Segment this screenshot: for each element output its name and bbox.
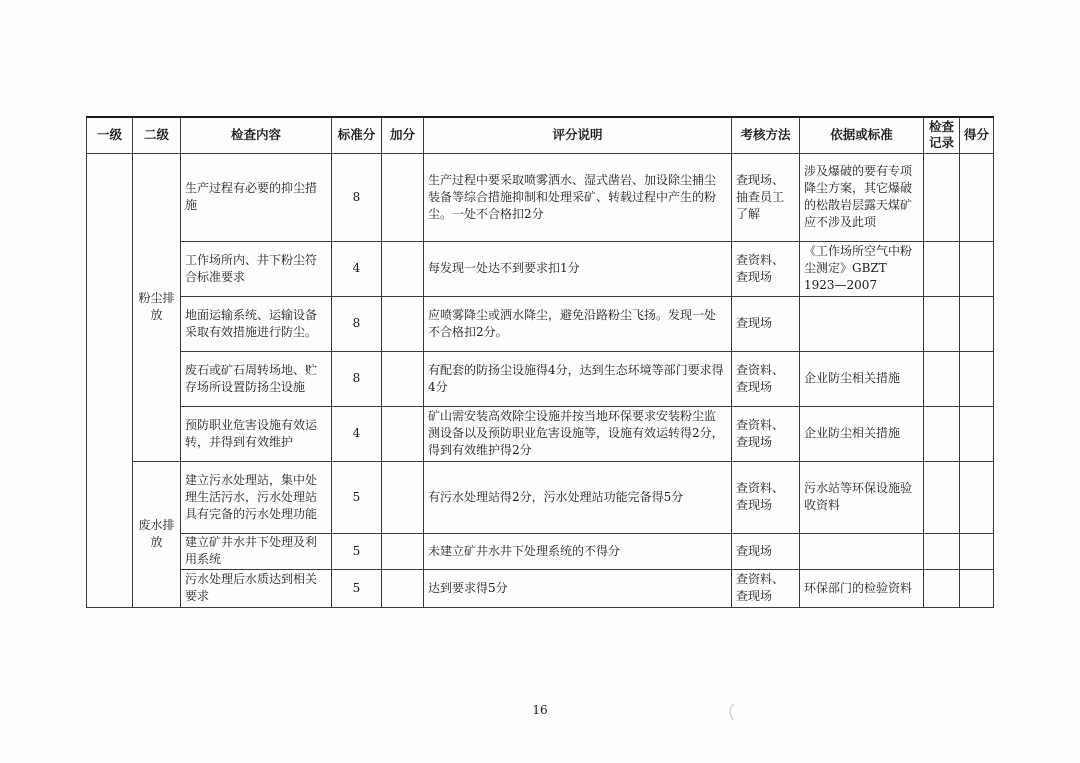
std-score-cell: 5 [332,569,382,607]
bonus-cell [382,461,424,533]
evaluation-table [86,116,994,608]
record-cell [924,296,960,351]
method-cell: 查现场 [732,296,800,351]
scoring-cell: 每发现一处达不到要求扣1分 [424,241,732,296]
basis-cell: 污水站等环保设施验收资料 [800,461,924,533]
method-cell: 查资料、查现场 [732,406,800,461]
basis-cell [800,296,924,351]
scoring-cell: 未建立矿井水井下处理系统的不得分 [424,533,732,569]
record-cell [924,406,960,461]
content-cell: 生产过程有必要的抑尘措施 [181,153,332,241]
score-cell [960,296,994,351]
header-row [87,117,994,153]
record-cell [924,461,960,533]
content-cell: 工作场所内、井下粉尘符合标准要求 [181,241,332,296]
scan-mark-icon [728,702,736,722]
std-score-cell: 5 [332,461,382,533]
content-cell: 建立污水处理站，集中处理生活污水，污水处理站具有完备的污水处理功能 [181,461,332,533]
header-std-score: 标准分 [332,117,382,153]
method-cell: 查现场 [732,533,800,569]
bonus-cell [382,296,424,351]
content-cell: 污水处理后水质达到相关要求 [181,569,332,607]
scoring-cell: 有配套的防扬尘设施得4分，达到生态环境等部门要求得4分 [424,351,732,406]
table-row [87,351,994,406]
scoring-cell: 生产过程中要采取喷雾洒水、湿式凿岩、加设除尘捕尘装备等综合措施抑制和处理采矿、转载过程中产生的粉尘。一处不合格扣2分 [424,153,732,241]
bonus-cell [382,569,424,607]
method-cell: 查现场、抽查员工了解 [732,153,800,241]
header-score: 得分 [960,117,994,153]
scoring-cell: 达到要求得5分 [424,569,732,607]
basis-cell [800,533,924,569]
method-cell: 查资料、查现场 [732,241,800,296]
basis-cell: 《工作场所空气中粉尘测定》GBZT 1923—2007 [800,241,924,296]
std-score-cell: 5 [332,533,382,569]
score-cell [960,533,994,569]
score-cell [960,569,994,607]
header-method: 考核方法 [732,117,800,153]
header-content: 检查内容 [181,117,332,153]
std-score-cell: 4 [332,241,382,296]
table-row [87,461,994,533]
score-cell [960,351,994,406]
header-basis: 依据或标准 [800,117,924,153]
basis-cell: 环保部门的检验资料 [800,569,924,607]
basis-cell: 涉及爆破的要有专项降尘方案，其它爆破的松散岩层露天煤矿应不涉及此项 [800,153,924,241]
header-scoring: 评分说明 [424,117,732,153]
table-row [87,241,994,296]
page-number: 16 [532,703,548,717]
content-cell: 建立矿井水井下处理及利用系统 [181,533,332,569]
header-record: 检查记录 [924,117,960,153]
content-cell: 预防职业危害设施有效运转，并得到有效维护 [181,406,332,461]
bonus-cell [382,406,424,461]
bonus-cell [382,351,424,406]
header-level2: 二级 [133,117,181,153]
table-row [87,533,994,569]
level2-cell: 粉尘排放 [133,153,181,461]
score-cell [960,461,994,533]
table-row [87,406,994,461]
record-cell [924,533,960,569]
content-cell: 废石或矿石周转场地、贮存场所设置防扬尘设施 [181,351,332,406]
basis-cell: 企业防尘相关措施 [800,406,924,461]
scoring-cell: 矿山需安装高效除尘设施并按当地环保要求安装粉尘监测设备以及预防职业危害设施等，设施有效运转得2分，得到有效维护得2分 [424,406,732,461]
level2-cell: 废水排放 [133,461,181,607]
record-cell [924,569,960,607]
score-cell [960,153,994,241]
content-cell: 地面运输系统、运输设备采取有效措施进行防尘。 [181,296,332,351]
score-cell [960,406,994,461]
bonus-cell [382,533,424,569]
record-cell [924,153,960,241]
record-cell [924,351,960,406]
bonus-cell [382,241,424,296]
std-score-cell: 4 [332,406,382,461]
method-cell: 查资料、查现场 [732,461,800,533]
basis-cell: 企业防尘相关措施 [800,351,924,406]
method-cell: 查资料、查现场 [732,351,800,406]
std-score-cell: 8 [332,351,382,406]
header-bonus: 加分 [382,117,424,153]
table-row [87,569,994,607]
scoring-cell: 有污水处理站得2分，污水处理站功能完备得5分 [424,461,732,533]
std-score-cell: 8 [332,296,382,351]
header-level1: 一级 [87,117,133,153]
table-row [87,153,994,241]
bonus-cell [382,153,424,241]
level1-cell [87,153,133,607]
table-row [87,296,994,351]
record-cell [924,241,960,296]
std-score-cell: 8 [332,153,382,241]
scoring-cell: 应喷雾降尘或洒水降尘，避免沿路粉尘飞扬。发现一处不合格扣2分。 [424,296,732,351]
method-cell: 查资料、查现场 [732,569,800,607]
score-cell [960,241,994,296]
